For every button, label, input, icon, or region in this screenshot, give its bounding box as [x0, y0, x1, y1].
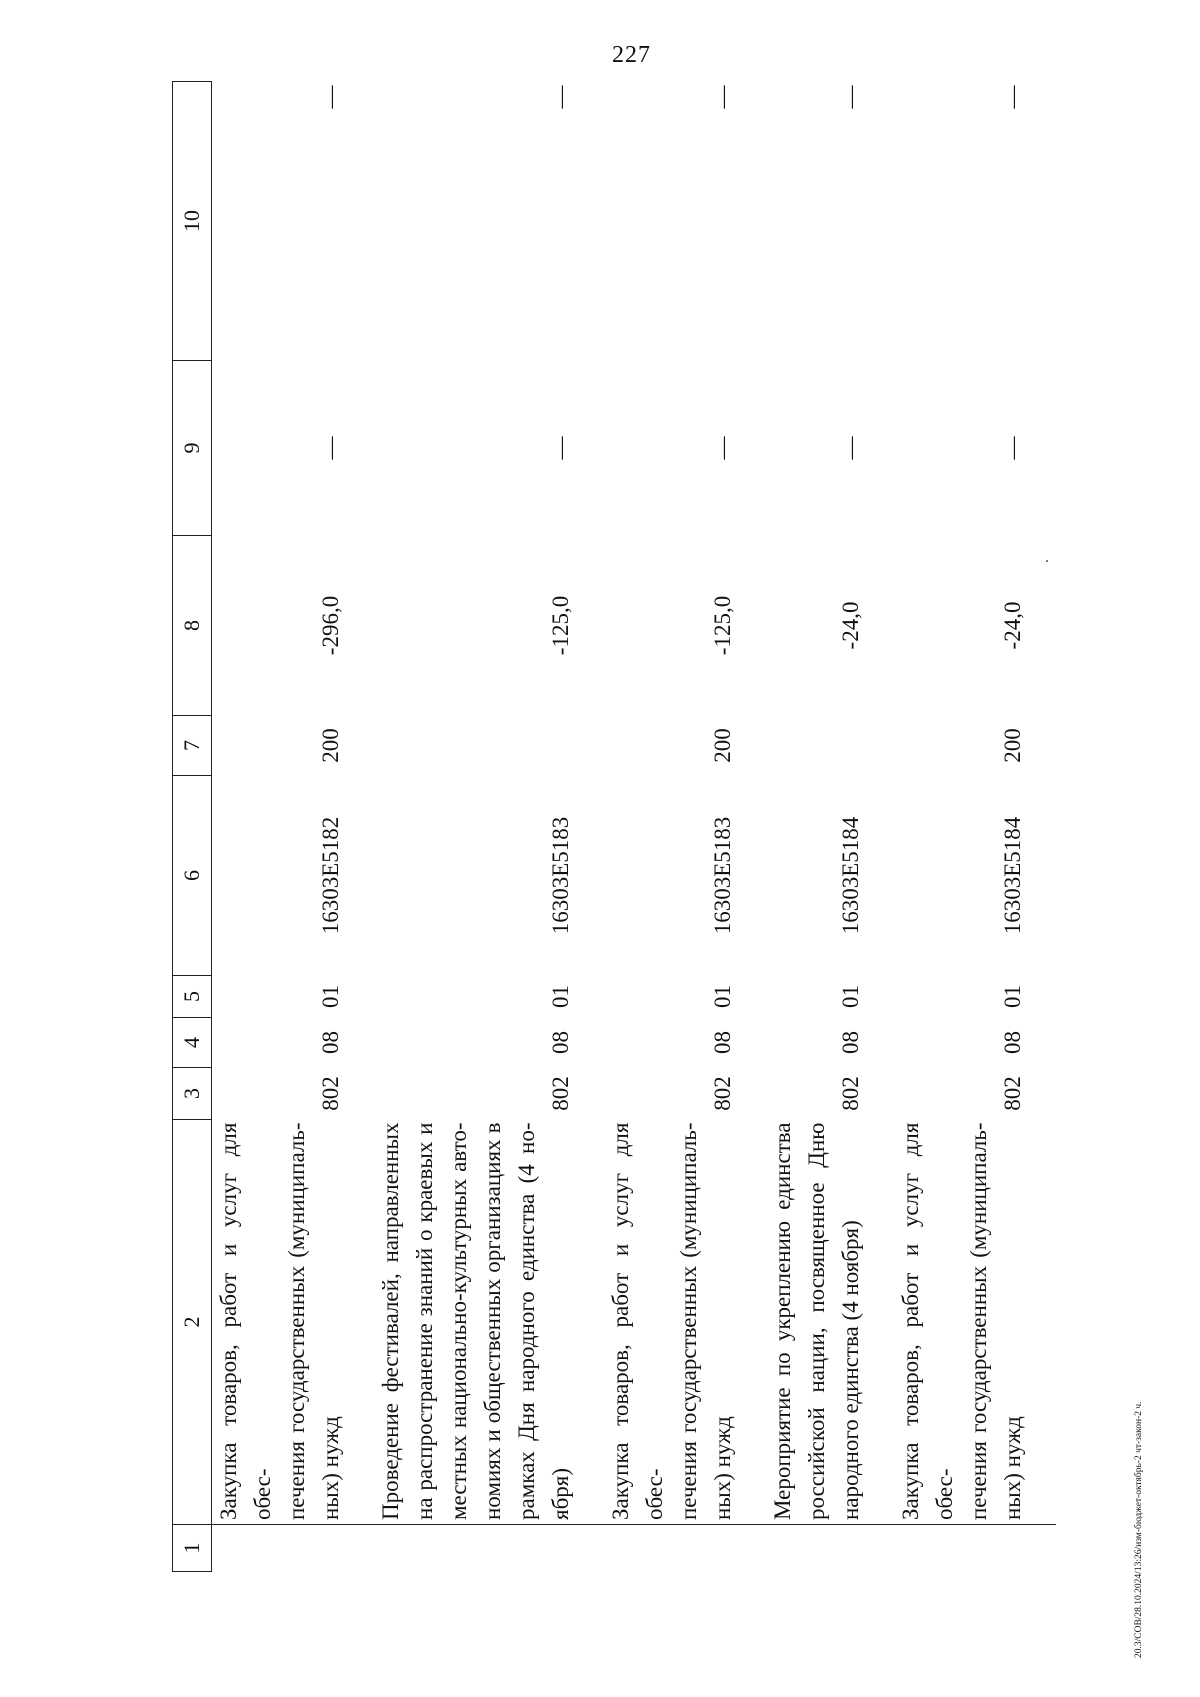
spacer-cell — [348, 1018, 374, 1068]
row-description — [604, 1120, 740, 1525]
row-number-cell — [212, 1525, 349, 1572]
description-line: Закупка товаров, работ и услуг для обес- — [898, 1122, 957, 1520]
spacer-cell — [1030, 1068, 1056, 1120]
amount-year2-cell: — — [710, 436, 735, 460]
ministry-code-cell: 802 — [1000, 1076, 1025, 1111]
column-header: 9 — [173, 361, 212, 536]
description-line: Мероприятие по укреплению единства — [770, 1122, 795, 1520]
row-number-cell — [894, 1525, 1030, 1572]
target-article-cell: 16303E5184 — [838, 816, 863, 935]
column-header: 3 — [173, 1068, 212, 1120]
column-header: 4 — [173, 1018, 212, 1068]
subsection-code-cell: 01 — [710, 985, 735, 1008]
row-spacer — [348, 82, 374, 1572]
amount-year2-cell: — — [318, 436, 343, 460]
spacer-cell — [868, 776, 894, 976]
description-line: ных) нужд — [1000, 1416, 1025, 1520]
spacer-cell — [1030, 976, 1056, 1018]
row-spacer — [1030, 82, 1056, 1572]
spacer-cell — [578, 976, 604, 1018]
description-line: Проведение фестивалей, направленных — [378, 1122, 403, 1520]
table-row — [604, 82, 740, 1572]
table-header-row — [173, 82, 212, 1572]
amount-cell: -125,0 — [548, 595, 573, 656]
spacer-cell — [740, 776, 766, 976]
target-article-cell: 16303E5183 — [710, 816, 735, 935]
amount-cell: -24,0 — [838, 601, 863, 650]
spacer-cell — [348, 1068, 374, 1120]
spacer-cell — [578, 776, 604, 976]
spacer-cell — [578, 1068, 604, 1120]
ministry-code-cell: 802 — [548, 1076, 573, 1111]
row-number-cell — [374, 1525, 578, 1572]
column-header: 5 — [173, 976, 212, 1018]
spacer-cell — [1030, 82, 1056, 361]
spacer-cell — [740, 536, 766, 716]
subsection-code-cell: 01 — [318, 985, 343, 1008]
spacer-cell — [740, 1018, 766, 1068]
row-spacer — [740, 82, 766, 1572]
spacer-cell — [868, 1068, 894, 1120]
page-number: 227 — [612, 42, 651, 68]
description-line: номиях и общественных организациях в — [480, 1122, 505, 1520]
spacer-cell — [1030, 361, 1056, 536]
rotated-table-block — [172, 82, 1056, 1572]
spacer-cell — [868, 716, 894, 776]
row-description — [894, 1120, 1030, 1525]
table-row — [212, 82, 349, 1572]
document-footer-path: 20.3/СОВ/28.10.2024/13:26/изм-бюджет-октябрь-2 чт-закон-2 ч. — [1134, 1401, 1144, 1658]
table-body — [212, 82, 1057, 1572]
row-description — [374, 1120, 578, 1525]
amount-year3-cell: — — [1000, 85, 1025, 109]
spacer-cell — [740, 1525, 766, 1572]
spacer-cell — [1030, 776, 1056, 976]
description-line: на распространение знаний о краевых и — [412, 1122, 437, 1520]
spacer-cell — [868, 1120, 894, 1525]
ministry-code-cell: 802 — [838, 1076, 863, 1111]
spacer-cell — [348, 82, 374, 361]
spacer-cell — [578, 82, 604, 361]
description-line: печения государственных (муниципаль- — [284, 1122, 309, 1520]
spacer-cell — [578, 1120, 604, 1525]
spacer-cell — [740, 361, 766, 536]
ministry-code-cell: 802 — [710, 1076, 735, 1111]
expense-type-cell — [766, 716, 868, 776]
spacer-cell — [1030, 716, 1056, 776]
amount-year3-cell: — — [710, 85, 735, 109]
spacer-cell — [348, 716, 374, 776]
table-row — [374, 82, 578, 1572]
amount-year3-cell: — — [548, 85, 573, 109]
description-line: печения государственных (муниципаль- — [966, 1122, 991, 1520]
spacer-cell — [1030, 1120, 1056, 1525]
spacer-cell — [348, 776, 374, 976]
row-description — [212, 1120, 349, 1525]
column-header: 7 — [173, 716, 212, 776]
section-code-cell: 08 — [710, 1031, 735, 1054]
expense-type-cell: 200 — [1000, 728, 1025, 763]
spacer-cell — [578, 361, 604, 536]
description-line: Закупка товаров, работ и услуг для обес- — [608, 1122, 667, 1520]
description-line: ных) нужд — [710, 1416, 735, 1520]
budget-table — [172, 81, 1056, 1572]
section-code-cell: 08 — [838, 1031, 863, 1054]
section-code-cell: 08 — [1000, 1031, 1025, 1054]
spacer-cell — [578, 1018, 604, 1068]
spacer-cell — [740, 82, 766, 361]
description-line: рамках Дня народного единства (4 но- — [514, 1122, 539, 1520]
description-line: местных национально-культурных авто- — [446, 1122, 471, 1520]
amount-year3-cell: — — [838, 85, 863, 109]
spacer-cell — [740, 1120, 766, 1525]
expense-type-cell: 200 — [318, 728, 343, 763]
row-number-cell — [766, 1525, 868, 1572]
target-article-cell: 16303E5184 — [1000, 816, 1025, 935]
ministry-code-cell: 802 — [318, 1076, 343, 1111]
spacer-cell — [740, 1068, 766, 1120]
spacer-cell — [1030, 1525, 1056, 1572]
description-line: ября) — [548, 1467, 573, 1520]
row-spacer — [868, 82, 894, 1572]
expense-type-cell: 200 — [710, 728, 735, 763]
spacer-cell — [578, 1525, 604, 1572]
column-header: 10 — [173, 82, 212, 361]
description-line: российской нации, посвященное Дню — [804, 1122, 829, 1520]
row-number-cell — [604, 1525, 740, 1572]
table-row — [766, 82, 868, 1572]
spacer-cell — [868, 82, 894, 361]
amount-cell: -125,0 — [710, 595, 735, 656]
row-spacer — [578, 82, 604, 1572]
row-description — [766, 1120, 868, 1525]
amount-cell: -24,0 — [1000, 601, 1025, 650]
amount-year3-cell: — — [318, 85, 343, 109]
spacer-cell — [348, 1120, 374, 1525]
spacer-cell — [868, 1018, 894, 1068]
subsection-code-cell: 01 — [1000, 985, 1025, 1008]
spacer-cell — [348, 1525, 374, 1572]
column-header: 2 — [173, 1120, 212, 1525]
column-header: 1 — [173, 1525, 212, 1572]
subsection-code-cell: 01 — [838, 985, 863, 1008]
spacer-cell — [868, 976, 894, 1018]
amount-year2-cell: — — [1000, 436, 1025, 460]
section-code-cell: 08 — [548, 1031, 573, 1054]
spacer-cell — [868, 361, 894, 536]
amount-year2-cell: — — [838, 436, 863, 460]
spacer-cell — [868, 1525, 894, 1572]
spacer-cell — [348, 536, 374, 716]
section-code-cell: 08 — [318, 1031, 343, 1054]
column-header: 8 — [173, 536, 212, 716]
target-article-cell: 16303E5183 — [548, 816, 573, 935]
spacer-cell — [740, 976, 766, 1018]
spacer-cell — [348, 976, 374, 1018]
amount-cell: -296,0 — [318, 595, 343, 656]
description-line: печения государственных (муниципаль- — [676, 1122, 701, 1520]
description-line: народного единства (4 ноября) — [838, 1220, 863, 1520]
spacer-cell — [740, 716, 766, 776]
spacer-cell — [348, 361, 374, 536]
expense-type-cell — [374, 716, 578, 776]
description-line: ных) нужд — [318, 1416, 343, 1520]
spacer-cell — [578, 716, 604, 776]
target-article-cell: 16303E5182 — [318, 816, 343, 935]
spacer-cell — [1030, 536, 1056, 716]
spacer-cell — [868, 536, 894, 716]
column-header: 6 — [173, 776, 212, 976]
spacer-cell — [1030, 1018, 1056, 1068]
amount-year2-cell: — — [548, 436, 573, 460]
description-line: Закупка товаров, работ и услуг для обес- — [216, 1122, 275, 1520]
table-row — [894, 82, 1030, 1572]
spacer-cell — [578, 536, 604, 716]
subsection-code-cell: 01 — [548, 985, 573, 1008]
